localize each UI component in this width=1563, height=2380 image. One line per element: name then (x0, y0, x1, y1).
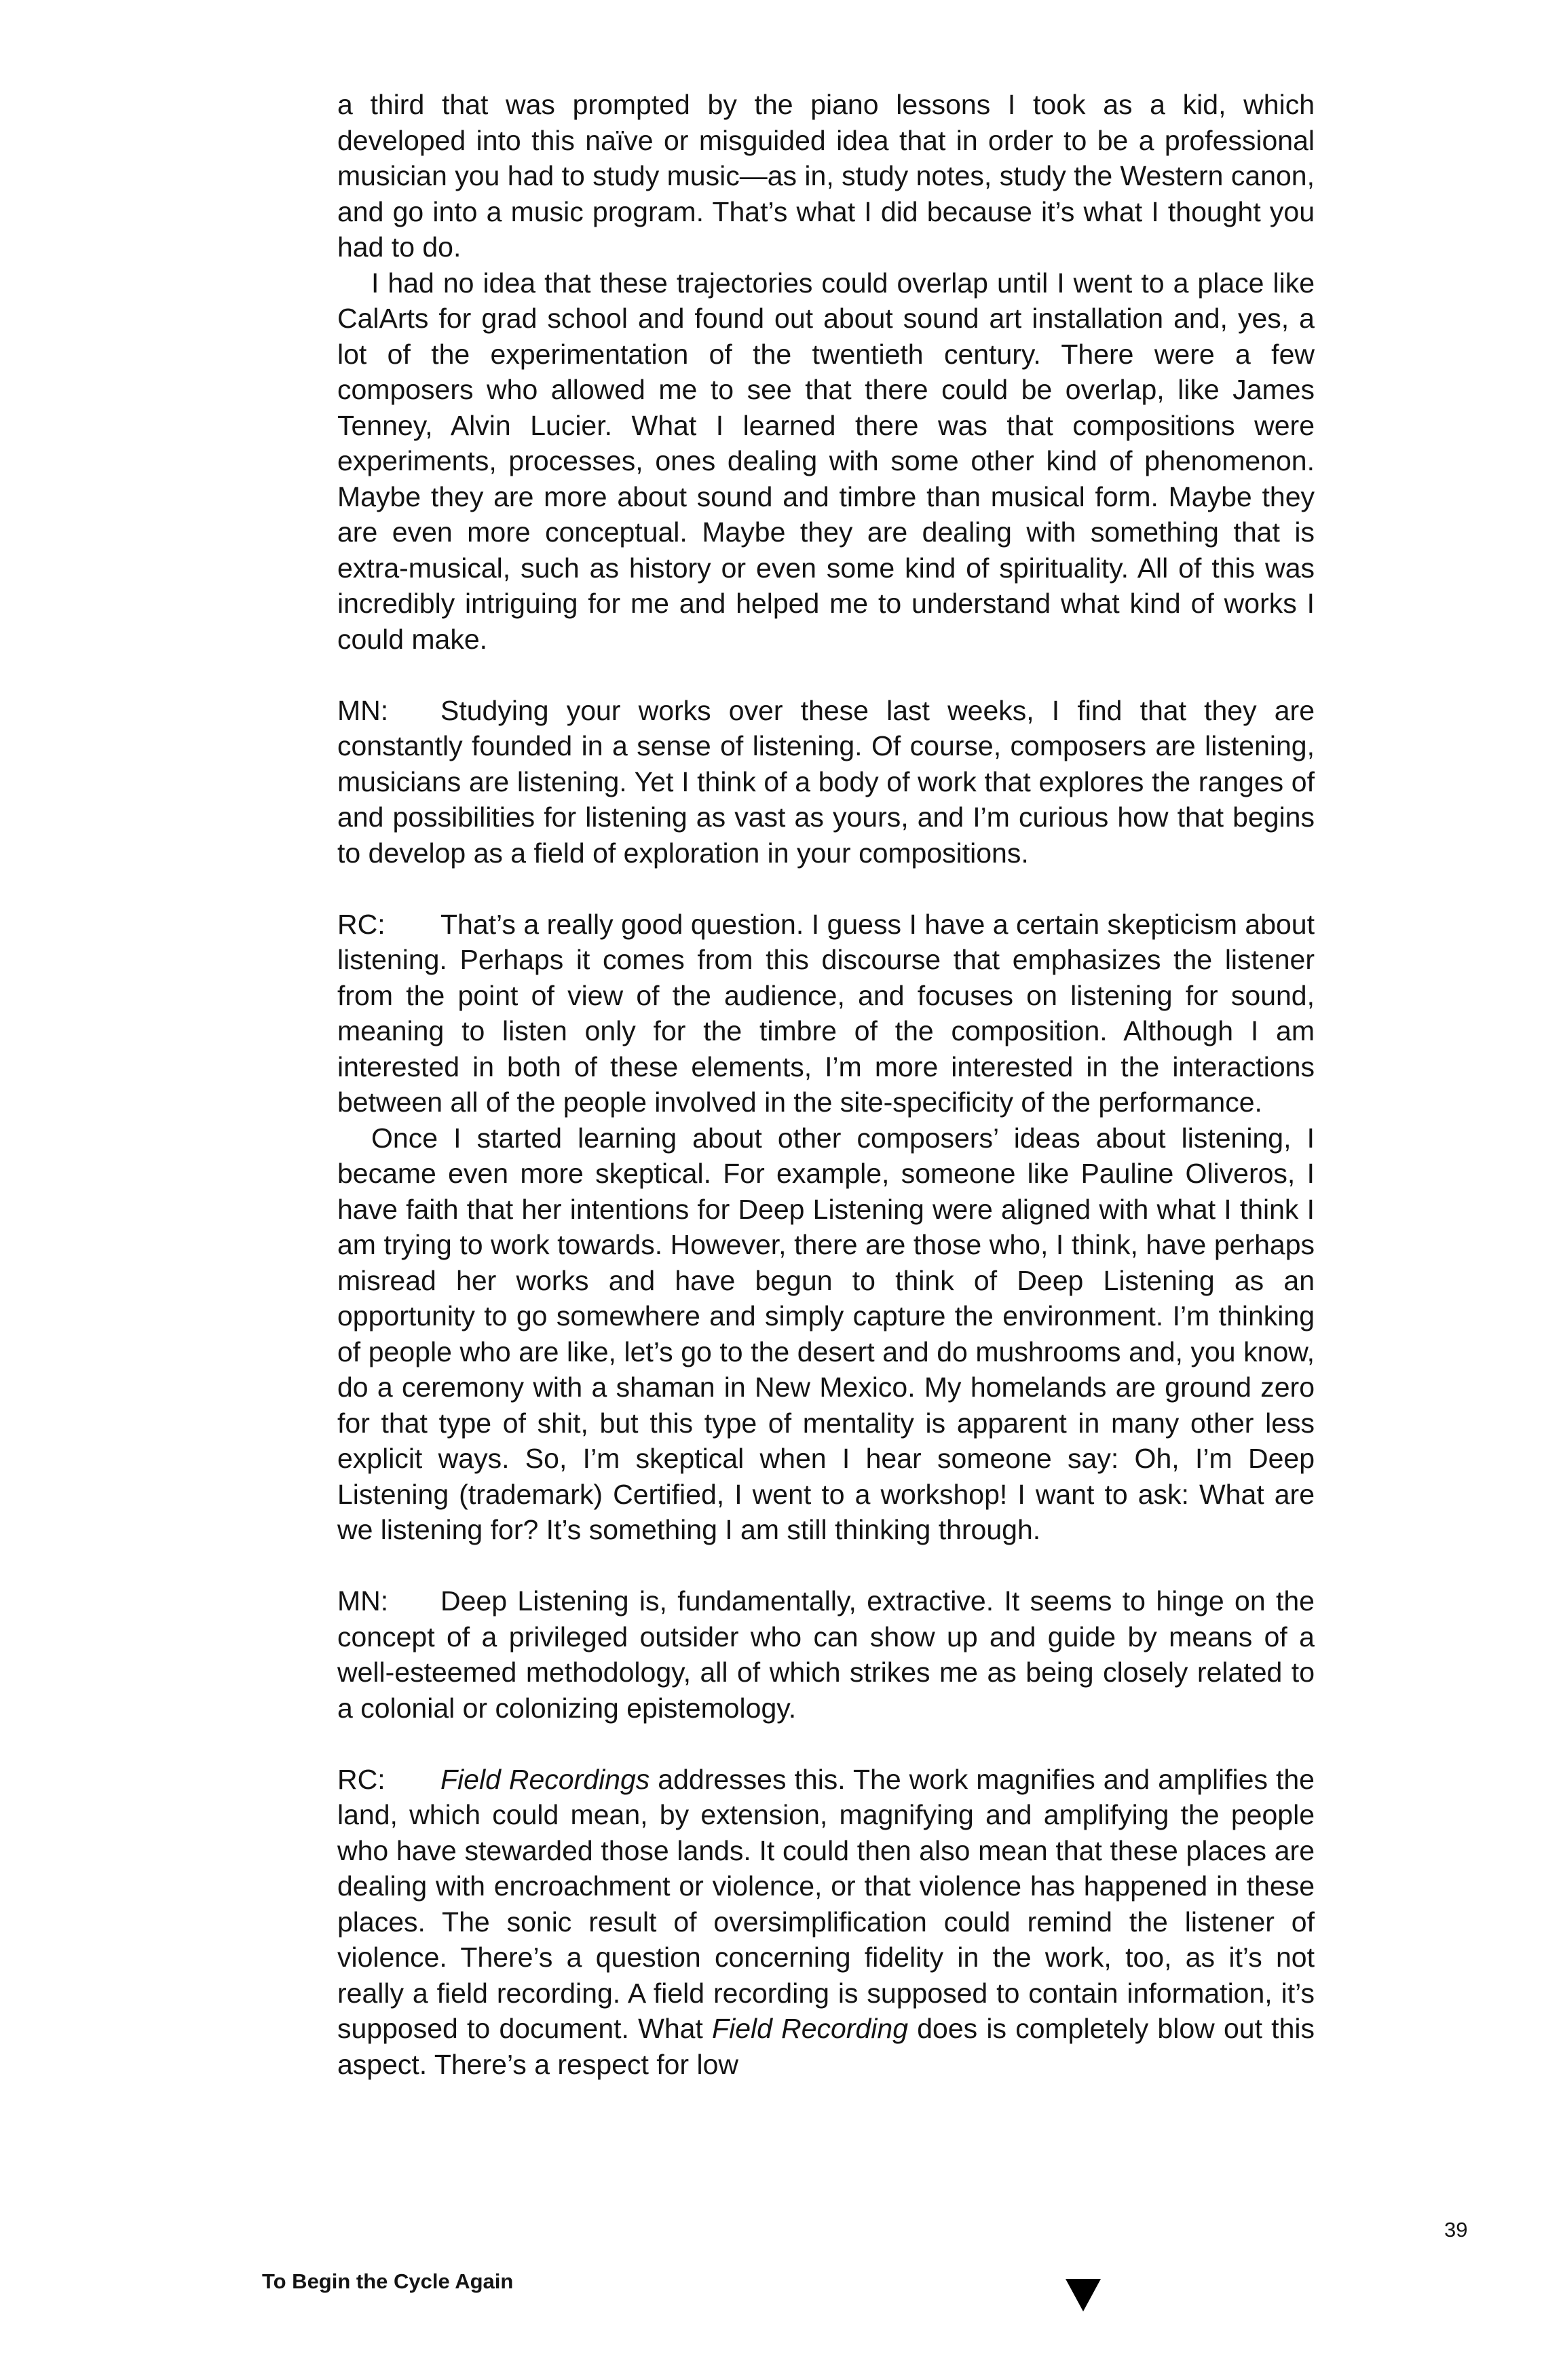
turn-text: addresses this. The work magnifies and amplifies the land, which could mean, by extension, magnifying and amplifying the people who have stewarded those lands. It could then also mean that these places are dealing with encroachment or violence, or that violence has happened in these places. The sonic result of oversimplification could remind the listener of violence. There’s a question concerning fidelity in the work, too, as it’s not really a field recording. A field recording is supposed to contain information, it’s supposed to document. What (337, 1763, 1315, 2044)
paragraph (337, 693, 1315, 871)
interview-turn-rc (337, 907, 1315, 1548)
running-footer-title: To Begin the Cycle Again (262, 2269, 514, 2293)
body-text (337, 87, 1315, 2082)
page-number: 39 (1444, 2218, 1468, 2242)
paragraph: a third that was prompted by the piano lessons I took as a kid, which developed into this naïve or misguided idea that in order to be a professional musician you had to study music—as in, study notes, study the Western canon, and go into a music program. That’s what I did because it’s what I thought you had to do. (337, 89, 1315, 263)
work-title: Field Recording (712, 2013, 909, 2044)
interview-turn-mn (337, 693, 1315, 871)
speaker-label: RC: (337, 908, 385, 940)
interview-turn-rc (337, 1762, 1315, 2083)
paragraph: Once I started learning about other composers’ ideas about listening, I became even more skeptical. For example, someone like Pauline Oliveros, I have faith that her intentions for Deep Listening were aligned with what I think I am trying to work towards. However, there are those who, I think, have perhaps misread her works and have begun to think of Deep Listening as an opportunity to go somewhere and simply capture the environment. I’m thinking of people who are like, let’s go to the desert and do mushrooms and, you know, do a ceremony with a shaman in New Mexico. My homelands are ground zero for that type of shit, but this type of mentality is apparent in many other less explicit ways. So, I’m skeptical when I hear someone say: Oh, I’m Deep Listening (trademark) Certified, I went to a workshop! I want to ask: What are we listening for? It’s something I am still thinking through. (337, 1122, 1315, 1545)
opening-section (337, 87, 1315, 657)
speaker-label: RC: (337, 1763, 385, 1795)
paragraph (337, 907, 1315, 1120)
paragraph (337, 1762, 1315, 2083)
turn-text: Deep Listening is, fundamentally, extractive. It seems to hinge on the concept of a privileged outsider who can show up and guide by means of a well-esteemed methodology, all of which strikes me as being closely related to a colonial or colonizing epistemology. (337, 1585, 1315, 1724)
paragraph: I had no idea that these trajectories could overlap until I went to a place like CalArts for grad school and found out about sound art installation and, yes, a lot of the experimentation of the twentieth century. There were a few composers who allowed me to see that there could be overlap, like James Tenney, Alvin Lucier. What I learned there was that compositions were experiments, processes, ones dealing with some other kind of phenomenon. Maybe they are more about sound and timbre than musical form. Maybe they are even more conceptual. Maybe they are dealing with something that is extra-musical, such as history or even some kind of spirituality. All of this was incredibly intriguing for me and helped me to understand what kind of works I could make. (337, 267, 1315, 655)
speaker-label: MN: (337, 1585, 389, 1617)
interview-turn-mn (337, 1583, 1315, 1726)
turn-text: Studying your works over these last weeks, I find that they are constantly founded in a sense of listening. Of course, composers are listening, musicians are listening. Yet I think of a body of work that explores the ranges of and possibilities for listening as vast as yours, and I’m curious how that begins to develop as a field of exploration in your compositions. (337, 694, 1315, 869)
speaker-label: MN: (337, 694, 389, 726)
paragraph (337, 1583, 1315, 1726)
down-triangle-icon (1066, 2279, 1101, 2311)
turn-text: That’s a really good question. I guess I have a certain skepticism about listening. Perhaps it comes from this discourse that emphasizes the listener from the point of view of the audience, and focuses on listening for sound, meaning to listen only for the timbre of the composition. Although I am interested in both of these elements, I’m more interested in the interactions between all of the people involved in the site-specificity of the performance. (337, 908, 1315, 1118)
work-title: Field Recordings (440, 1763, 650, 1795)
turn-text: does is completely blow out this aspect. There’s a respect for low (337, 2013, 1315, 2080)
